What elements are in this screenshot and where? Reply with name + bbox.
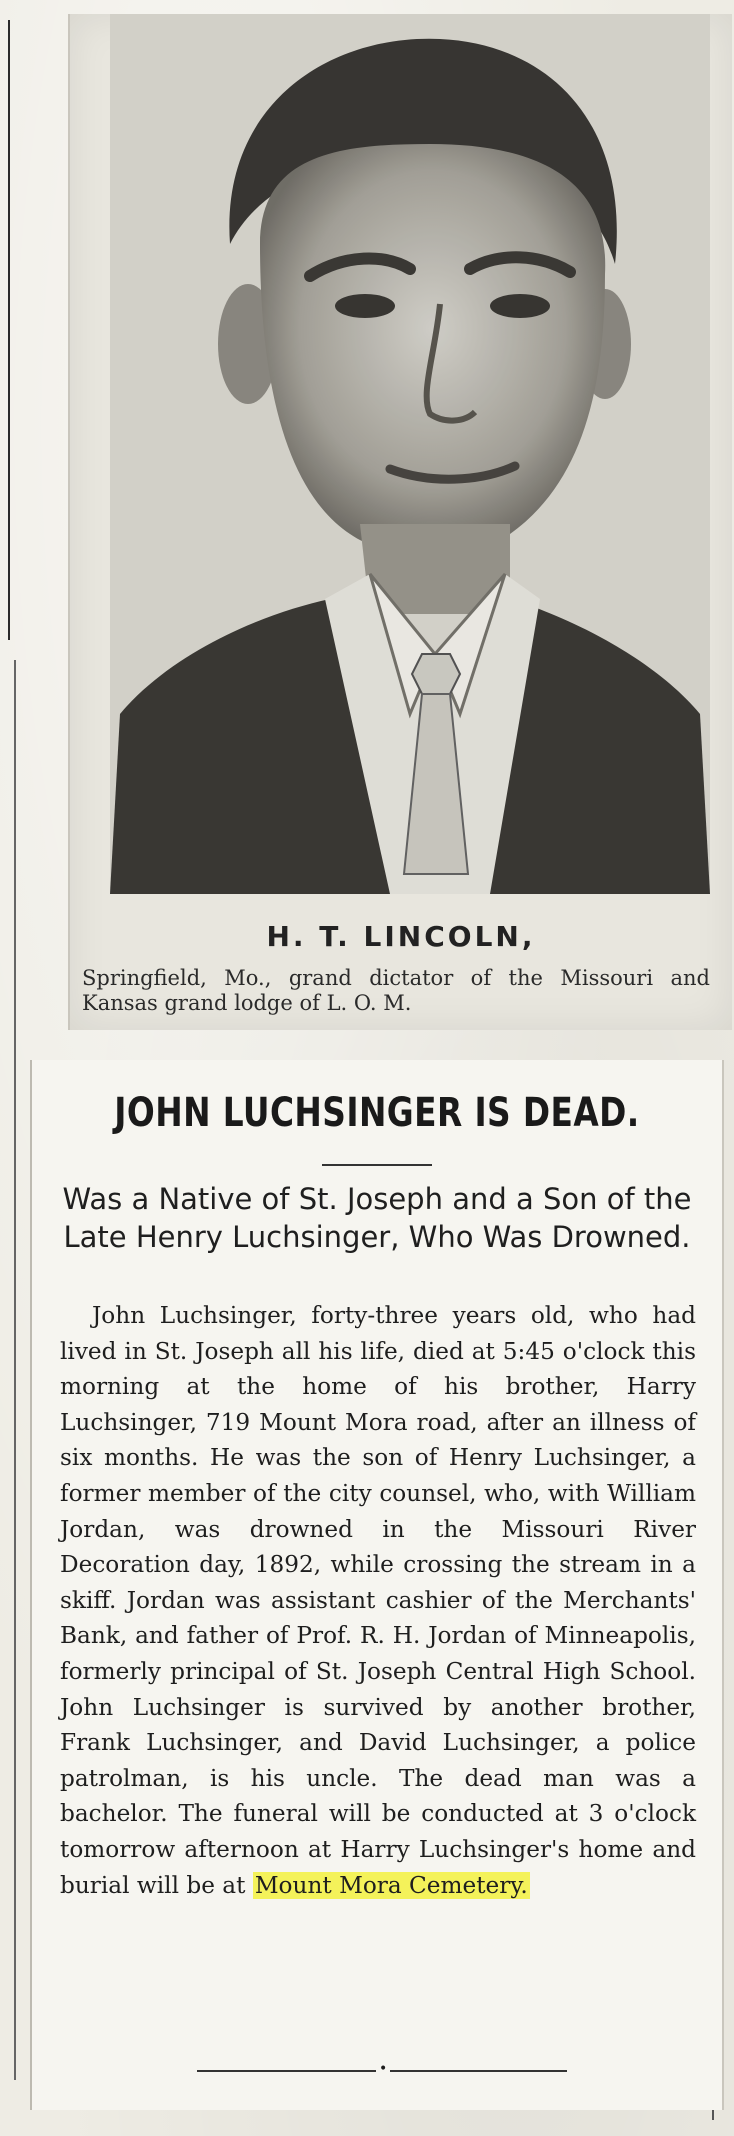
highlighted-text: Mount Mora Cemetery. (254, 1871, 528, 1899)
article-body (60, 1298, 696, 1903)
portrait-photo (110, 14, 710, 894)
left-column-edge-lower (14, 660, 16, 2080)
photo-caption-text: Springfield, Mo., grand dictator of the Missouri and Kansas grand lodge of L. O. M. (82, 966, 710, 1015)
article-headline: JOHN LUCHSINGER IS DEAD. (114, 1090, 640, 1136)
photo-caption-name: H. T. LINCOLN, (266, 920, 536, 953)
headline-divider (322, 1164, 432, 1166)
photo-clipping (68, 14, 732, 1030)
article-body-text: John Luchsinger, forty-three years old, who had lived in St. Joseph all his life, died at 5:45 o'clock this morning at the home of his brother, Harry Luchsinger, 719 Mount Mora road, after an illness of six months. He was the son of Henry Luchsinger, a former member of the city counsel, who, with William Jordan, was drowned in the Missouri River Decoration day, 1892, while crossing the stream in a skiff. Jordan was assistant cashier of the Merchants' Bank, and father of Prof. R. H. Jordan of Minneapolis, formerly principal of St. Joseph Central High School. John Luchsinger is survived by another brother, Frank Luchsinger, and David Luchsinger, a police patrolman, is his uncle. The dead man was a bachelor. The funeral will be conducted at 3 o'clock tomorrow afternoon at Harry Luchsinger's home and burial will be at (60, 1302, 696, 1899)
left-column-edge (8, 20, 10, 640)
article-clipping (30, 1060, 724, 2110)
end-mark: • (376, 2061, 390, 2077)
article-subhead: Was a Native of St. Joseph and a Son of the Late Henry Luchsinger, Who Was Drowned. (62, 1182, 692, 1254)
